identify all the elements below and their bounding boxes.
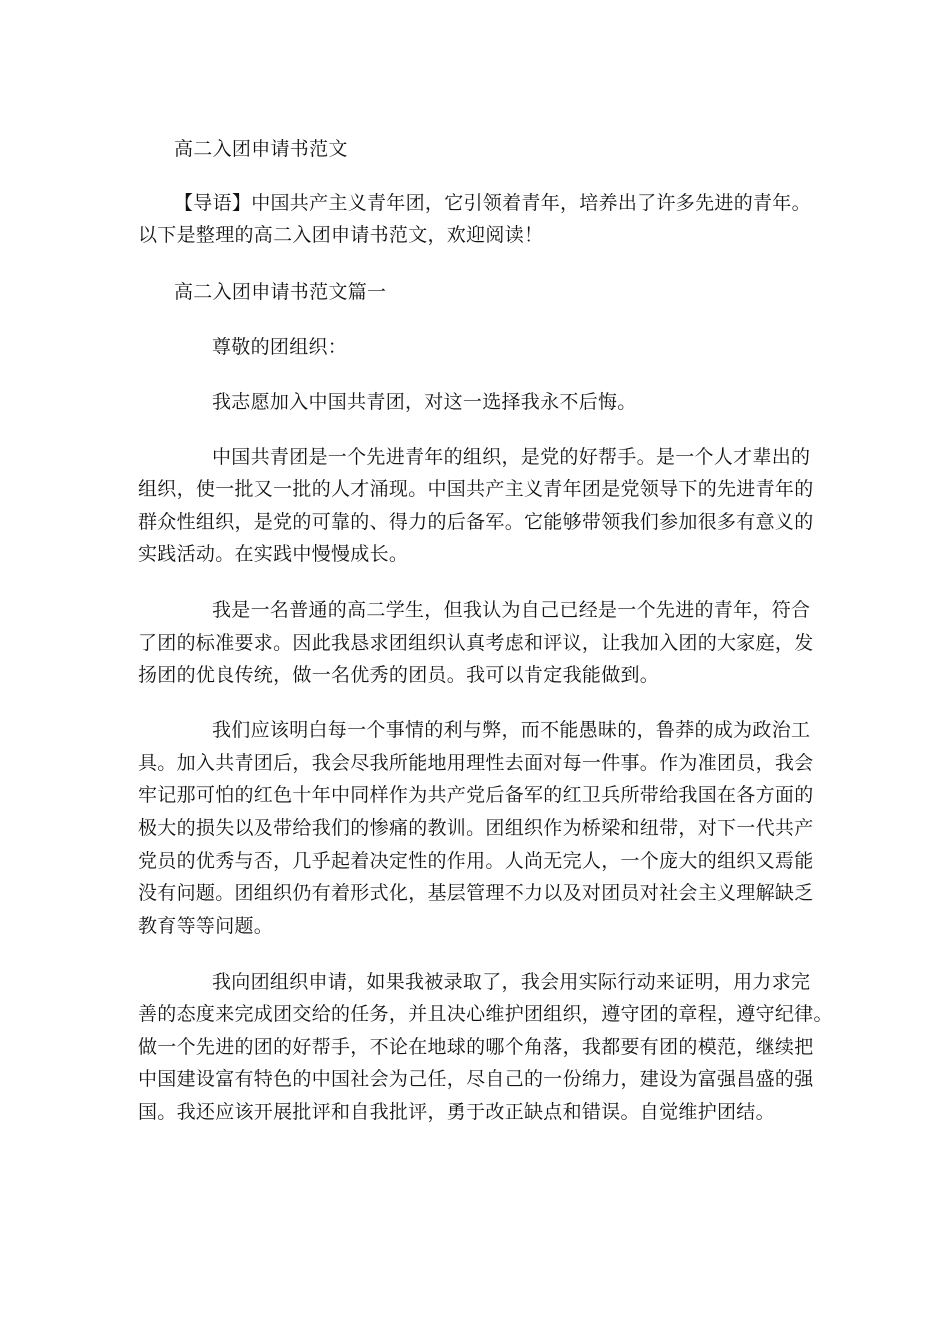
paragraph-2-line: 中国共青团是一个先进青年的组织，是党的好帮手。是一个人才辈出的 bbox=[212, 446, 811, 468]
intro-line: 【导语】中国共产主义青年团，它引领着青年，培养出了许多先进的青年。 bbox=[174, 192, 811, 214]
paragraph-4-line: 具。加入共青团后，我会尽我所能地用理性去面对每一件事。作为准团员，我会 bbox=[138, 752, 814, 774]
document-title: 高二入团申请书范文 bbox=[174, 138, 348, 160]
intro-line: 以下是整理的高二入团申请书范文，欢迎阅读！ bbox=[138, 224, 544, 246]
paragraph-5-line: 我向团组织申请，如果我被录取了，我会用实际行动来证明，用力求完 bbox=[212, 971, 811, 993]
paragraph-3-line: 扬团的优良传统，做一名优秀的团员。我可以肯定我能做到。 bbox=[138, 664, 660, 686]
paragraph-4-line: 牢记那可怕的红色十年中同样作为共产党后备军的红卫兵所带给我国在各方面的 bbox=[138, 784, 814, 806]
paragraph-4-line: 我们应该明白每一个事情的利与弊，而不能愚昧的，鲁莽的成为政治工 bbox=[212, 719, 811, 741]
paragraph-5-line: 善的态度来完成团交给的任务，并且决心维护团组织，遵守团的章程，遵守纪律。 bbox=[138, 1003, 833, 1025]
paragraph-5-line: 国。我还应该开展批评和自我批评，勇于改正缺点和错误。自觉维护团结。 bbox=[138, 1101, 775, 1123]
paragraph-1: 我志愿加入中国共青团，对这一选择我永不后悔。 bbox=[212, 391, 637, 413]
paragraph-5-line: 中国建设富有特色的中国社会为己任，尽自己的一份绵力，建设为富强昌盛的强 bbox=[138, 1068, 814, 1090]
paragraph-2-line: 群众性组织，是党的可靠的、得力的后备军。它能够带领我们参加很多有意义的 bbox=[138, 511, 814, 533]
paragraph-3-line: 了团的标准要求。因此我恳求团组织认真考虑和评议，让我加入团的大家庭，发 bbox=[138, 632, 814, 654]
salutation: 尊敬的团组织： bbox=[212, 336, 348, 358]
paragraph-2-line: 组织，使一批又一批的人才涌现。中国共产主义青年团是党领导下的先进青年的 bbox=[138, 478, 814, 500]
paragraph-4-line: 极大的损失以及带给我们的惨痛的教训。团组织作为桥梁和纽带，对下一代共产 bbox=[138, 817, 814, 839]
paragraph-5-line: 做一个先进的团的好帮手，不论在地球的哪个角落，我都要有团的模范，继续把 bbox=[138, 1036, 814, 1058]
paragraph-2-line: 实践活动。在实践中慢慢成长。 bbox=[138, 543, 409, 565]
paragraph-4-line: 教育等等问题。 bbox=[138, 915, 274, 937]
section-title: 高二入团申请书范文篇一 bbox=[174, 281, 387, 303]
paragraph-3-line: 我是一名普通的高二学生，但我认为自己已经是一个先进的青年，符合 bbox=[212, 599, 811, 621]
paragraph-4-line: 党员的优秀与否，几乎起着决定性的作用。人尚无完人，一个庞大的组织又焉能 bbox=[138, 850, 814, 872]
paragraph-4-line: 没有问题。团组织仍有着形式化，基层管理不力以及对团员对社会主义理解缺乏 bbox=[138, 882, 814, 904]
